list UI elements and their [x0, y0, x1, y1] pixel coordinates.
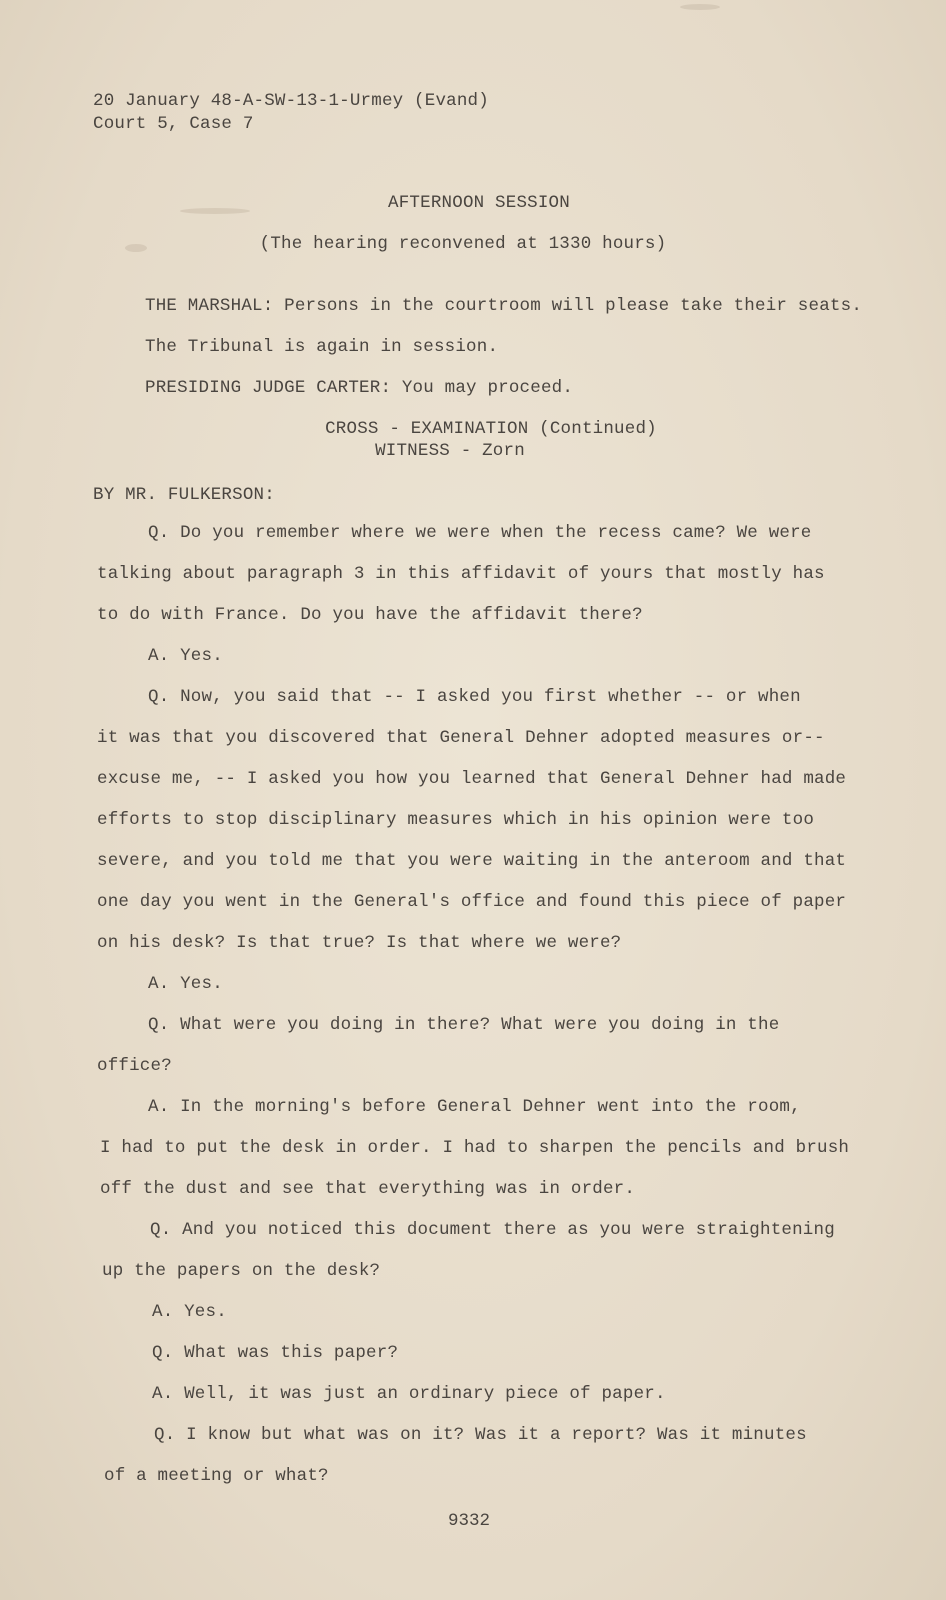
session-title: AFTERNOON SESSION	[388, 193, 570, 213]
section-heading: CROSS - EXAMINATION (Continued)	[325, 419, 657, 439]
transcript-line: it was that you discovered that General Dehner adopted measures or--	[97, 728, 825, 748]
transcript-line: of a meeting or what?	[104, 1466, 329, 1486]
examiner-label: BY MR. FULKERSON:	[93, 485, 275, 505]
transcript-line: off the dust and see that everything was in order.	[100, 1179, 636, 1199]
transcript-line: up the papers on the desk?	[102, 1261, 381, 1281]
transcript-line: A. In the morning's before General Dehner went into the room,	[148, 1097, 801, 1117]
transcript-line: Q. Now, you said that -- I asked you first whether -- or when	[148, 687, 801, 707]
ink-smudge	[680, 4, 720, 10]
transcript-line: efforts to stop disciplinary measures which in his opinion were too	[97, 810, 815, 830]
transcript-line: Q. And you noticed this document there as you were straightening	[150, 1220, 835, 1240]
transcript-line: THE MARSHAL: Persons in the courtroom will please take their seats.	[145, 296, 863, 316]
transcript-line: A. Yes.	[148, 646, 223, 666]
page-number: 9332	[447, 1511, 490, 1531]
case-reference: 20 January 48-A-SW-13-1-Urmey (Evand)	[93, 91, 489, 111]
transcript-line: PRESIDING JUDGE CARTER: You may proceed.	[145, 378, 574, 398]
transcript-line: A. Well, it was just an ordinary piece of paper.	[152, 1384, 666, 1404]
witness-name: WITNESS - Zorn	[375, 441, 525, 461]
transcript-line: to do with France. Do you have the affidavit there?	[97, 605, 643, 625]
transcript-line: Q. I know but what was on it? Was it a report? Was it minutes	[154, 1425, 807, 1445]
transcript-line: office?	[97, 1056, 172, 1076]
transcript-line: I had to put the desk in order. I had to sharpen the pencils and brush	[100, 1138, 850, 1158]
session-subtitle: (The hearing reconvened at 1330 hours)	[259, 234, 667, 254]
transcript-line: The Tribunal is again in session.	[145, 337, 499, 357]
transcript-line: on his desk? Is that true? Is that where we were?	[97, 933, 622, 953]
court-case: Court 5, Case 7	[93, 114, 254, 134]
transcript-line: talking about paragraph 3 in this affidavit of yours that mostly has	[97, 564, 825, 584]
transcript-line: excuse me, -- I asked you how you learned that General Dehner had made	[97, 769, 847, 789]
transcript-line: severe, and you told me that you were waiting in the anteroom and that	[97, 851, 847, 871]
transcript-line: Q. What was this paper?	[152, 1343, 399, 1363]
transcript-line: A. Yes.	[152, 1302, 227, 1322]
transcript-line: Q. What were you doing in there? What were you doing in the	[148, 1015, 780, 1035]
transcript-line: A. Yes.	[148, 974, 223, 994]
transcript-line: one day you went in the General's office and found this piece of paper	[97, 892, 847, 912]
transcript-line: Q. Do you remember where we were when the recess came? We were	[148, 523, 812, 543]
